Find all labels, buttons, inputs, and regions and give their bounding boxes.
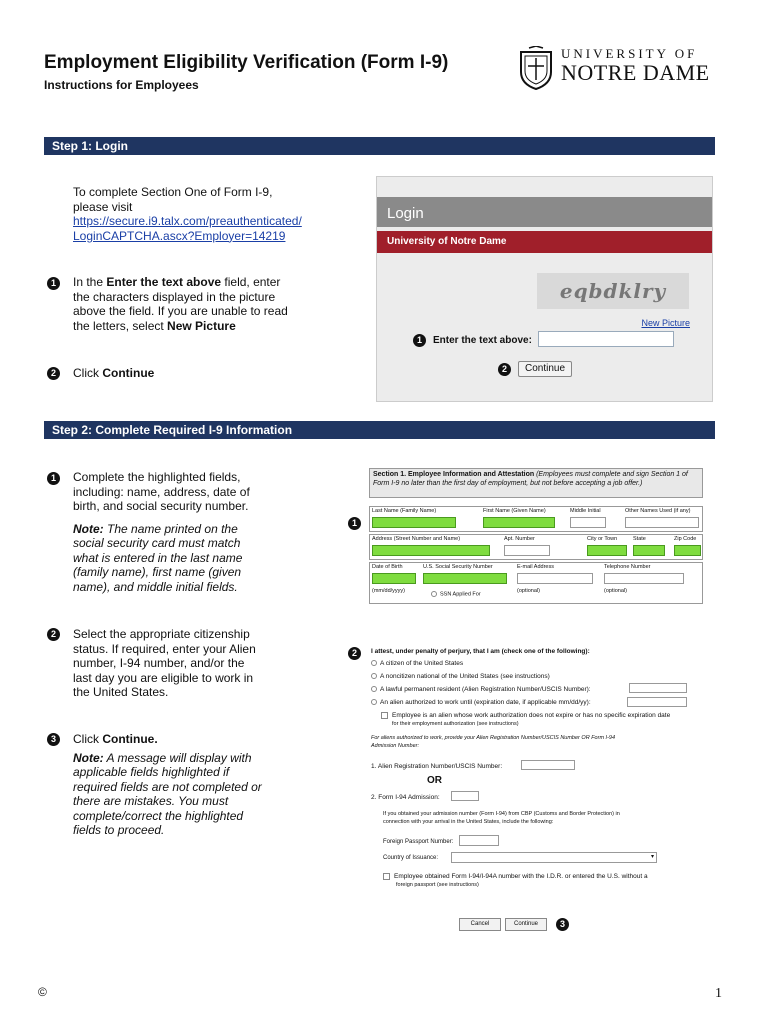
country-select[interactable] [451, 852, 657, 863]
phone-input[interactable] [604, 573, 684, 584]
login-bullet-2-icon: 2 [498, 363, 511, 376]
shield-icon [519, 46, 553, 90]
address-label: Address (Street Number and Name) [372, 536, 461, 542]
step1-intro-line1: To complete Section One of Form I-9, [73, 185, 273, 199]
section1-header: Section 1. Employee Information and Attestation (Employees must complete and sign Section 1 of Form I-9 no later than the first day of employment, but not before accepting a job offer.) [369, 468, 703, 498]
copyright-symbol: © [38, 985, 47, 999]
login-header: Login [377, 197, 712, 227]
ssn-label: U.S. Social Security Number [423, 564, 493, 570]
step1-bar: Step 1: Login [44, 137, 715, 155]
new-picture-link[interactable]: New Picture [641, 318, 690, 328]
captcha-image: eqbdklry [537, 273, 689, 309]
form-bullet-1-icon: 1 [348, 517, 361, 530]
other-names-input[interactable] [625, 517, 699, 528]
email-optional-label: (optional) [517, 588, 540, 594]
last-name-input[interactable] [372, 517, 456, 528]
zip-label: Zip Code [674, 536, 697, 542]
zip-input[interactable] [674, 545, 701, 556]
phone-label: Telephone Number [604, 564, 651, 570]
ssn-applied-option[interactable]: SSN Applied For [431, 591, 481, 597]
logo-top-text: UNIVERSITY OF [561, 46, 698, 61]
page-number: 1 [715, 986, 722, 1001]
passport-input[interactable] [459, 835, 499, 846]
login-bullet-1-icon: 1 [413, 334, 426, 347]
form-bullet-2-icon: 2 [348, 647, 361, 660]
expiration-date-input[interactable] [627, 697, 687, 707]
dob-format-label: (mm/dd/yyyy) [372, 588, 405, 594]
noncitizen-option[interactable]: A noncitizen national of the United States (see instructions) [371, 673, 550, 680]
dob-input[interactable] [372, 573, 416, 584]
form-cancel-button[interactable]: Cancel [459, 918, 501, 931]
i94-note-line1: If you obtained your admission number (Form I-94) from CBP (Customs and Border Protection) in [383, 811, 620, 817]
chevron-down-icon: ▾ [650, 854, 654, 860]
apt-label: Apt. Number [504, 536, 535, 542]
alien-reg-input[interactable] [521, 760, 575, 770]
alien-reg-label: 1. Alien Registration Number/USCIS Number: [371, 763, 503, 770]
page-title: Employment Eligibility Verification (Form I-9) [44, 52, 449, 73]
state-label: State [633, 536, 646, 542]
university-logo [519, 44, 719, 96]
captcha-input[interactable] [538, 331, 674, 347]
i94-checkbox[interactable]: Employee obtained Form I-94/I-94A number with the I.D.R. or entered the U.S. without a [383, 873, 648, 880]
citizen-option[interactable]: A citizen of the United States [371, 660, 463, 667]
last-name-label: Last Name (Family Name) [372, 508, 437, 514]
city-label: City or Town [587, 536, 618, 542]
login-link[interactable]: https://secure.i9.talx.com/preauthenticated/ [73, 214, 302, 228]
no-expiration-checkbox[interactable]: Employee is an alien whose work authorization does not expire or has no specific expiration date [381, 712, 670, 719]
form-continue-button[interactable]: Continue [505, 918, 547, 931]
i94-label: 2. Form I-94 Admission: [371, 794, 440, 801]
state-select[interactable] [633, 545, 665, 556]
login-screenshot [376, 176, 713, 402]
step1-item2: Click Continue [73, 366, 155, 380]
first-name-input[interactable] [483, 517, 555, 528]
passport-label: Foreign Passport Number: [383, 839, 454, 845]
i94-input[interactable] [451, 791, 479, 801]
bullet-s2-1-icon: 1 [47, 472, 60, 485]
bullet-2-icon: 2 [47, 367, 60, 380]
form-bullet-3-icon: 3 [556, 918, 569, 931]
step1-intro [73, 185, 333, 243]
step2-item2: Select the appropriate citizenship status. If required, enter your Alien number, I-94 number, and/or the last day you are eligible to work in the United States. [73, 627, 256, 699]
bullet-1-icon: 1 [47, 277, 60, 290]
alien-number-input[interactable] [629, 683, 687, 693]
phone-optional-label: (optional) [604, 588, 627, 594]
enter-text-label: Enter the text above: [433, 335, 532, 346]
page-subtitle: Instructions for Employees [44, 78, 199, 92]
city-input[interactable] [587, 545, 627, 556]
step2-bar: Step 2: Complete Required I-9 Information [44, 421, 715, 439]
other-names-label: Other Names Used (if any) [625, 508, 691, 514]
apt-input[interactable] [504, 545, 550, 556]
attest-text: I attest, under penalty of perjury, that I am (check one of the following): [371, 648, 590, 655]
login-org-bar: University of Notre Dame [377, 231, 712, 253]
i9-form-screenshot [369, 468, 703, 938]
middle-initial-input[interactable] [570, 517, 606, 528]
email-label: E-mail Address [517, 564, 554, 570]
alien-authorized-option[interactable]: An alien authorized to work until (expiration date, if applicable mm/dd/yy): [371, 699, 591, 706]
email-input[interactable] [517, 573, 593, 584]
i94-note-line2: connection with your arrival in the United States, include the following: [383, 819, 554, 825]
alien-note-line1: For aliens authorized to work, provide your Alien Registration Number/USCIS Number OR Form I-94 [371, 735, 616, 741]
logo-main-text: NOTRE DAME [561, 60, 710, 85]
alien-note-line2: Admission Number: [371, 743, 419, 749]
country-label: Country of Issuance: [383, 855, 439, 861]
i94-checkbox-cont: foreign passport (see instructions) [396, 882, 479, 888]
address-input[interactable] [372, 545, 490, 556]
bullet-s2-2-icon: 2 [47, 628, 60, 641]
bullet-s2-3-icon: 3 [47, 733, 60, 746]
step2-item1: Complete the highlighted fields, including: name, address, date of birth, and social security number. Note: The name printed on the social security card must match what is entered in the last name (family name), first name (given name), and middle initial fields. [73, 470, 250, 594]
middle-initial-label: Middle Initial [570, 508, 601, 514]
first-name-label: First Name (Given Name) [483, 508, 546, 514]
dob-label: Date of Birth [372, 564, 403, 570]
ssn-input[interactable] [423, 573, 507, 584]
step1-item1: In the Enter the text above field, enter the characters displayed in the picture above the field. If you are unable to read the letters, select New Picture [73, 275, 288, 333]
permanent-resident-option[interactable]: A lawful permanent resident (Alien Registration Number/USCIS Number): [371, 686, 591, 693]
login-link-cont[interactable]: LoginCAPTCHA.ascx?Employer=14219 [73, 228, 286, 243]
no-expiration-cont: for their employment authorization (see instructions) [392, 721, 519, 727]
step1-intro-line2: please visit [73, 199, 133, 214]
login-continue-button[interactable]: Continue [518, 361, 572, 377]
or-text: OR [427, 775, 442, 786]
step2-item3: Click Continue. Note: A message will display with applicable fields highlighted if required fields are not completed or there are mistakes. You must complete/correct the highlighted fields to proceed. [73, 732, 262, 837]
